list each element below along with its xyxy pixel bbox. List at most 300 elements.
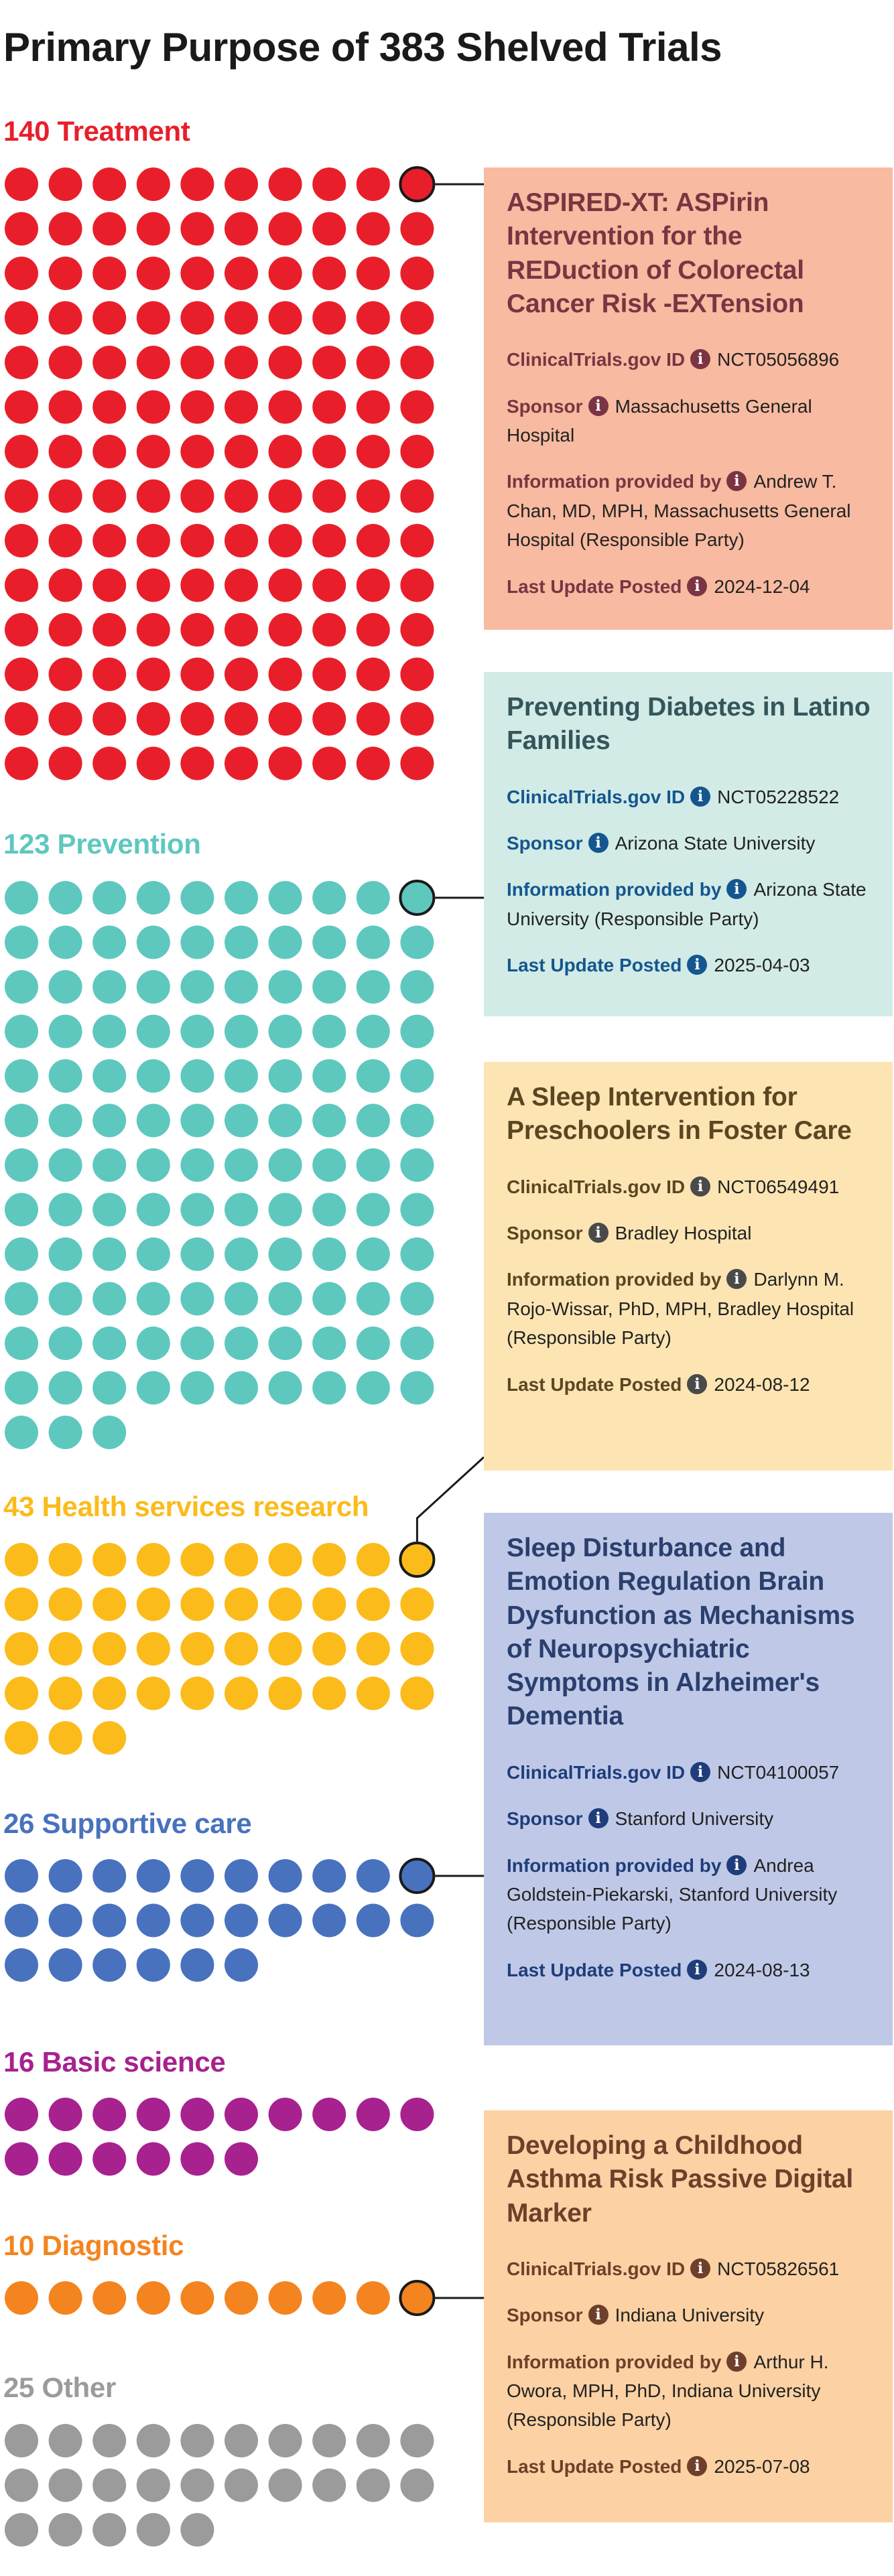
waffle-dot-treatment	[225, 435, 258, 468]
waffle-dot-prevention	[312, 1104, 346, 1138]
waffle-dot-treatment	[180, 301, 214, 335]
waffle-dot-prevention	[269, 1015, 302, 1048]
waffle-dot-treatment	[137, 391, 170, 424]
waffle-dot-health-services-research	[357, 1543, 390, 1576]
waffle-dot-treatment	[225, 167, 258, 201]
waffle-dot-prevention	[137, 1371, 170, 1405]
info-icon[interactable]: i	[690, 2258, 710, 2279]
trial-update: 2024-08-13	[714, 1959, 810, 1980]
waffle-dot-prevention	[269, 1327, 302, 1360]
waffle-dot-prevention	[312, 926, 346, 959]
waffle-dot-basic-science	[137, 2098, 170, 2131]
waffle-dot-treatment	[357, 658, 390, 691]
waffle-dot-prevention	[49, 1416, 82, 1449]
waffle-dot-prevention	[49, 1193, 82, 1227]
waffle-dot-treatment	[180, 524, 214, 557]
waffle-dot-other	[92, 2424, 126, 2457]
waffle-dot-prevention	[137, 1282, 170, 1316]
waffle-dot-treatment	[137, 301, 170, 335]
waffle-dot-other	[225, 2424, 258, 2457]
waffle-dot-other	[5, 2469, 38, 2502]
waffle-dot-prevention	[49, 1327, 82, 1360]
waffle-dot-treatment	[137, 346, 170, 379]
waffle-dot-treatment	[137, 524, 170, 557]
waffle-dot-prevention	[180, 1193, 214, 1227]
waffle-dot-treatment	[357, 257, 390, 290]
waffle-dot-health-services-research	[49, 1721, 82, 1755]
waffle-dot-prevention	[357, 1015, 390, 1048]
trial-update: 2025-07-08	[714, 2455, 810, 2477]
waffle-dot-treatment	[312, 480, 346, 513]
waffle-dot-treatment	[225, 346, 258, 379]
waffle-dot-prevention	[180, 1059, 214, 1093]
waffle-dot-supportive-care	[180, 1859, 214, 1893]
waffle-dot-treatment	[49, 257, 82, 290]
waffle-dot-treatment	[357, 702, 390, 736]
waffle-dot-other	[92, 2513, 126, 2547]
category-label-prevention: 123 Prevention	[3, 828, 201, 860]
trial-sponsor-label: Sponsor	[507, 2305, 583, 2326]
waffle-dot-health-services-research	[357, 1588, 390, 1621]
waffle-dot-prevention	[5, 1015, 38, 1048]
info-icon[interactable]: i	[588, 833, 609, 853]
waffle-dot-prevention	[357, 881, 390, 914]
trial-provided-row	[507, 1851, 873, 1938]
waffle-dot-treatment	[357, 524, 390, 557]
waffle-dot-treatment	[269, 391, 302, 424]
waffle-dot-prevention	[269, 881, 302, 914]
trial-update-row	[507, 1956, 873, 1984]
waffle-dot-prevention	[357, 1237, 390, 1271]
waffle-dot-prevention	[357, 1327, 390, 1360]
waffle-dot-treatment	[180, 569, 214, 602]
waffle-dot-prevention	[269, 926, 302, 959]
waffle-dot-treatment	[180, 212, 214, 246]
waffle-dot-treatment	[49, 702, 82, 736]
trial-title: ASPIRED-XT: ASPirin Intervention for the REDuction of Colorectal Cancer Risk -EXTension	[507, 188, 804, 318]
waffle-dot-treatment	[180, 613, 214, 647]
waffle-dot-supportive-care	[137, 1904, 170, 1938]
waffle-dot-prevention	[180, 1148, 214, 1182]
waffle-dot-supportive-care	[49, 1948, 82, 1982]
waffle-dot-treatment	[180, 747, 214, 781]
waffle-dot-basic-science	[357, 2098, 390, 2131]
category-label-treatment: 140 Treatment	[3, 115, 190, 147]
category-label-supportive-care: 26 Supportive care	[3, 1808, 252, 1839]
waffle-dot-prevention-highlighted	[400, 881, 434, 914]
waffle-dot-treatment	[5, 569, 38, 602]
waffle-dot-prevention	[225, 1371, 258, 1405]
waffle-dot-health-services-research	[269, 1677, 302, 1710]
waffle-dot-treatment	[312, 167, 346, 201]
waffle-dot-basic-science	[400, 2098, 434, 2131]
waffle-dot-prevention	[49, 1104, 82, 1138]
category-label-basic-science: 16 Basic science	[3, 2046, 226, 2078]
waffle-dot-prevention	[92, 1104, 126, 1138]
waffle-dot-health-services-research	[312, 1677, 346, 1710]
waffle-dot-other	[92, 2469, 126, 2502]
waffle-dot-diagnostic	[225, 2281, 258, 2315]
trial-provided: Arizona State University (Responsible Party)	[507, 879, 867, 929]
waffle-dot-treatment	[269, 346, 302, 379]
info-icon[interactable]: i	[687, 2456, 707, 2476]
waffle-dot-treatment	[180, 702, 214, 736]
waffle-dot-health-services-research	[5, 1721, 38, 1755]
waffle-dot-prevention	[312, 1015, 346, 1048]
waffle-dot-health-services-research	[312, 1632, 346, 1666]
trial-card-treatment	[484, 167, 893, 630]
waffle-dot-supportive-care	[357, 1859, 390, 1893]
trial-title: Preventing Diabetes in Latino Families	[507, 693, 871, 756]
trial-card-supportive-care	[484, 1513, 893, 2045]
trial-id: NCT06549491	[717, 1176, 840, 1197]
waffle-dot-prevention	[92, 1416, 126, 1449]
trial-id-row	[507, 1758, 873, 1787]
waffle-dot-health-services-research	[180, 1632, 214, 1666]
trial-card-health-services-research	[484, 1062, 893, 1471]
waffle-dot-treatment	[312, 346, 346, 379]
info-icon[interactable]: i	[690, 1176, 710, 1197]
trial-sponsor: Massachusetts General Hospital	[507, 395, 812, 446]
trial-update-label: Last Update Posted	[507, 1959, 682, 1980]
waffle-dot-treatment	[312, 301, 346, 335]
waffle-dot-prevention	[400, 1282, 434, 1316]
waffle-dot-treatment	[180, 435, 214, 468]
trial-sponsor-row	[507, 829, 873, 858]
info-icon[interactable]: i	[588, 1808, 609, 1828]
trial-update: 2025-04-03	[714, 955, 810, 976]
waffle-dot-treatment	[92, 702, 126, 736]
waffle-dot-prevention	[5, 1282, 38, 1316]
waffle-dot-diagnostic	[5, 2281, 38, 2315]
waffle-dot-prevention	[225, 1327, 258, 1360]
waffle-dot-prevention	[49, 1148, 82, 1182]
waffle-dot-prevention	[400, 1237, 434, 1271]
info-icon[interactable]: i	[726, 2352, 747, 2372]
waffle-dot-prevention	[92, 1237, 126, 1271]
info-icon[interactable]: i	[726, 879, 747, 899]
waffle-dot-treatment	[357, 480, 390, 513]
trial-card-diagnostic	[484, 2110, 893, 2522]
waffle-dot-prevention	[269, 1059, 302, 1093]
trial-provided-row	[507, 2348, 873, 2435]
trial-provided-label: Information provided by	[507, 1854, 722, 1876]
trial-id-label: ClinicalTrials.gov ID	[507, 1176, 686, 1197]
waffle-dot-treatment	[49, 212, 82, 246]
waffle-dot-treatment	[269, 257, 302, 290]
waffle-dot-treatment	[180, 167, 214, 201]
waffle-dot-prevention	[137, 1104, 170, 1138]
waffle-dot-basic-science	[5, 2143, 38, 2176]
waffle-dot-treatment	[312, 747, 346, 781]
waffle-dot-health-services-research	[180, 1543, 214, 1576]
waffle-dot-health-services-research	[137, 1588, 170, 1621]
waffle-dot-treatment	[225, 613, 258, 647]
waffle-dot-prevention	[5, 970, 38, 1004]
waffle-dot-prevention	[269, 1148, 302, 1182]
waffle-dot-prevention	[225, 926, 258, 959]
waffle-dot-prevention	[225, 881, 258, 914]
info-icon[interactable]: i	[687, 955, 707, 975]
waffle-dot-health-services-research	[49, 1588, 82, 1621]
waffle-dot-treatment	[92, 346, 126, 379]
waffle-dot-treatment	[357, 747, 390, 781]
waffle-dot-prevention	[5, 1193, 38, 1227]
trial-provided: Arthur H. Owora, MPH, PhD, Indiana University (Responsible Party)	[507, 2351, 829, 2431]
category-label-diagnostic: 10 Diagnostic	[3, 2230, 184, 2261]
trial-id-label: ClinicalTrials.gov ID	[507, 349, 686, 370]
waffle-dot-treatment	[225, 747, 258, 781]
trial-sponsor-row	[507, 1804, 873, 1833]
waffle-dot-health-services-research-highlighted	[400, 1543, 434, 1576]
waffle-dot-prevention	[180, 1015, 214, 1048]
waffle-dot-prevention	[357, 1104, 390, 1138]
waffle-dot-treatment	[92, 613, 126, 647]
waffle-dot-basic-science	[225, 2143, 258, 2176]
waffle-dot-health-services-research	[312, 1588, 346, 1621]
waffle-dot-health-services-research	[180, 1588, 214, 1621]
waffle-dot-prevention	[5, 1059, 38, 1093]
waffle-dot-treatment	[92, 257, 126, 290]
waffle-dot-prevention	[5, 926, 38, 959]
info-icon[interactable]: i	[690, 1762, 710, 1782]
info-icon[interactable]: i	[687, 576, 707, 596]
trial-sponsor: Arizona State University	[615, 832, 816, 854]
waffle-dot-other	[180, 2513, 214, 2547]
trial-sponsor-label: Sponsor	[507, 832, 583, 854]
waffle-dot-health-services-research	[5, 1677, 38, 1710]
info-icon[interactable]: i	[726, 1855, 747, 1875]
waffle-dot-treatment	[357, 569, 390, 602]
waffle-dot-treatment	[5, 212, 38, 246]
waffle-dot-treatment	[400, 257, 434, 290]
waffle-dot-treatment	[5, 702, 38, 736]
waffle-dot-treatment	[92, 658, 126, 691]
waffle-dot-prevention	[400, 1015, 434, 1048]
waffle-dot-prevention	[400, 1148, 434, 1182]
waffle-dot-supportive-care-highlighted	[400, 1859, 434, 1893]
waffle-dot-prevention	[312, 970, 346, 1004]
waffle-dot-health-services-research	[269, 1632, 302, 1666]
info-icon[interactable]: i	[726, 1269, 747, 1289]
waffle-dot-treatment	[225, 257, 258, 290]
trial-id: NCT05056896	[717, 349, 840, 370]
waffle-dot-treatment	[92, 435, 126, 468]
waffle-dot-treatment	[269, 301, 302, 335]
waffle-dot-health-services-research	[137, 1677, 170, 1710]
waffle-dot-supportive-care	[92, 1904, 126, 1938]
waffle-dot-prevention	[269, 1104, 302, 1138]
waffle-dot-health-services-research	[49, 1632, 82, 1666]
waffle-dot-prevention	[225, 1148, 258, 1182]
waffle-dot-prevention	[269, 970, 302, 1004]
waffle-dot-prevention	[137, 1015, 170, 1048]
waffle-dot-basic-science	[92, 2143, 126, 2176]
waffle-dot-supportive-care	[5, 1859, 38, 1893]
waffle-dot-basic-science	[137, 2143, 170, 2176]
waffle-dot-treatment	[5, 613, 38, 647]
waffle-dot-prevention	[225, 1104, 258, 1138]
waffle-dot-treatment	[269, 569, 302, 602]
waffle-dot-treatment	[49, 435, 82, 468]
waffle-dot-treatment	[180, 658, 214, 691]
waffle-dot-treatment	[269, 480, 302, 513]
waffle-dot-prevention	[5, 1416, 38, 1449]
info-icon[interactable]: i	[690, 349, 710, 369]
waffle-dot-treatment	[5, 658, 38, 691]
waffle-dot-prevention	[400, 1059, 434, 1093]
waffle-dot-treatment	[357, 212, 390, 246]
waffle-dot-health-services-research	[225, 1588, 258, 1621]
waffle-dot-prevention	[5, 1148, 38, 1182]
waffle-dot-treatment	[137, 167, 170, 201]
waffle-dot-health-services-research	[5, 1543, 38, 1576]
waffle-dot-treatment	[400, 435, 434, 468]
trial-update-label: Last Update Posted	[507, 575, 682, 597]
waffle-dot-diagnostic	[269, 2281, 302, 2315]
waffle-dot-health-services-research	[225, 1632, 258, 1666]
waffle-dot-prevention	[137, 1237, 170, 1271]
waffle-dot-other	[357, 2424, 390, 2457]
waffle-dot-treatment	[5, 480, 38, 513]
trial-title: Sleep Disturbance and Emotion Regulation Brain Dysfunction as Mechanisms of Neuropsychiatric Symptoms in Alzheimer's Dementia	[507, 1534, 855, 1731]
waffle-dot-treatment-highlighted	[400, 167, 434, 201]
trial-sponsor-label: Sponsor	[507, 1808, 583, 1830]
waffle-dot-prevention	[137, 1327, 170, 1360]
waffle-dot-supportive-care	[312, 1859, 346, 1893]
waffle-dot-treatment	[49, 391, 82, 424]
waffle-dot-other	[49, 2424, 82, 2457]
waffle-dot-other	[269, 2424, 302, 2457]
waffle-dot-prevention	[92, 1371, 126, 1405]
waffle-dot-prevention	[225, 970, 258, 1004]
waffle-dot-prevention	[92, 1015, 126, 1048]
waffle-dot-prevention	[400, 1193, 434, 1227]
waffle-dot-prevention	[49, 881, 82, 914]
waffle-dot-supportive-care	[92, 1859, 126, 1893]
waffle-dot-prevention	[357, 1193, 390, 1227]
info-icon[interactable]: i	[588, 1223, 609, 1243]
waffle-dot-other	[357, 2469, 390, 2502]
waffle-dot-treatment	[357, 613, 390, 647]
info-icon[interactable]: i	[687, 1960, 707, 1980]
waffle-dot-health-services-research	[225, 1677, 258, 1710]
waffle-dot-prevention	[92, 1059, 126, 1093]
waffle-dot-prevention	[312, 1059, 346, 1093]
info-icon[interactable]: i	[588, 2305, 609, 2325]
trial-id-label: ClinicalTrials.gov ID	[507, 2258, 686, 2279]
waffle-dot-basic-science	[269, 2098, 302, 2131]
waffle-dot-treatment	[400, 301, 434, 335]
waffle-dot-treatment	[137, 212, 170, 246]
waffle-dot-other	[137, 2469, 170, 2502]
trial-update-row	[507, 572, 873, 601]
waffle-dot-treatment	[269, 524, 302, 557]
waffle-dot-prevention	[269, 1237, 302, 1271]
waffle-dot-health-services-research	[92, 1677, 126, 1710]
waffle-dot-supportive-care	[180, 1948, 214, 1982]
waffle-dot-basic-science	[180, 2143, 214, 2176]
waffle-dot-treatment	[225, 569, 258, 602]
waffle-dot-prevention	[312, 1371, 346, 1405]
waffle-dot-treatment	[400, 658, 434, 691]
waffle-dot-health-services-research	[400, 1632, 434, 1666]
waffle-dot-treatment	[400, 524, 434, 557]
waffle-dot-prevention	[92, 1282, 126, 1316]
waffle-dot-treatment	[137, 435, 170, 468]
waffle-dot-supportive-care	[180, 1904, 214, 1938]
waffle-dot-treatment	[312, 212, 346, 246]
info-icon[interactable]: i	[687, 1374, 707, 1394]
trial-update-label: Last Update Posted	[507, 955, 682, 976]
waffle-dot-health-services-research	[137, 1543, 170, 1576]
info-icon[interactable]: i	[588, 396, 609, 416]
trial-update-label: Last Update Posted	[507, 1373, 682, 1395]
waffle-dot-treatment	[312, 391, 346, 424]
waffle-dot-other	[269, 2469, 302, 2502]
waffle-dot-prevention	[400, 1104, 434, 1138]
waffle-dot-prevention	[269, 1282, 302, 1316]
waffle-dot-prevention	[137, 1193, 170, 1227]
trial-update: 2024-12-04	[714, 575, 810, 597]
waffle-dot-treatment	[312, 702, 346, 736]
trial-id-label: ClinicalTrials.gov ID	[507, 786, 686, 807]
waffle-dot-prevention	[5, 1371, 38, 1405]
waffle-dot-treatment	[400, 346, 434, 379]
waffle-dot-health-services-research	[137, 1632, 170, 1666]
waffle-dot-treatment	[269, 613, 302, 647]
trial-provided: Andrew T. Chan, MD, MPH, Massachusetts General Hospital (Responsible Party)	[507, 471, 851, 551]
info-icon[interactable]: i	[726, 471, 747, 491]
waffle-dot-diagnostic	[312, 2281, 346, 2315]
waffle-dot-supportive-care	[269, 1904, 302, 1938]
waffle-dot-prevention	[225, 1282, 258, 1316]
waffle-dot-health-services-research	[49, 1543, 82, 1576]
trial-sponsor-label: Sponsor	[507, 1222, 583, 1243]
waffle-dot-other	[180, 2424, 214, 2457]
waffle-dot-treatment	[5, 257, 38, 290]
waffle-dot-diagnostic	[49, 2281, 82, 2315]
waffle-dot-treatment	[312, 257, 346, 290]
waffle-dot-prevention	[312, 1327, 346, 1360]
waffle-dot-treatment	[180, 480, 214, 513]
waffle-dot-basic-science	[225, 2098, 258, 2131]
waffle-dot-other	[312, 2469, 346, 2502]
waffle-dot-prevention	[180, 1104, 214, 1138]
waffle-dot-treatment	[400, 212, 434, 246]
waffle-dot-supportive-care	[225, 1859, 258, 1893]
waffle-dot-treatment	[137, 747, 170, 781]
waffle-dot-treatment	[400, 480, 434, 513]
waffle-dot-treatment	[269, 167, 302, 201]
waffle-dot-health-services-research	[225, 1543, 258, 1576]
waffle-dot-treatment	[225, 301, 258, 335]
trial-provided-label: Information provided by	[507, 471, 722, 492]
waffle-dot-prevention	[92, 881, 126, 914]
waffle-dot-basic-science	[49, 2098, 82, 2131]
waffle-dot-treatment	[92, 301, 126, 335]
waffle-dot-treatment	[92, 524, 126, 557]
waffle-dot-health-services-research	[49, 1677, 82, 1710]
trial-update: 2024-08-12	[714, 1373, 810, 1395]
waffle-dot-treatment	[49, 613, 82, 647]
waffle-dot-supportive-care	[312, 1904, 346, 1938]
info-icon[interactable]: i	[690, 787, 710, 807]
waffle-dot-health-services-research	[180, 1677, 214, 1710]
waffle-dot-prevention	[312, 1148, 346, 1182]
waffle-dot-other	[312, 2424, 346, 2457]
waffle-dot-prevention	[180, 1237, 214, 1271]
